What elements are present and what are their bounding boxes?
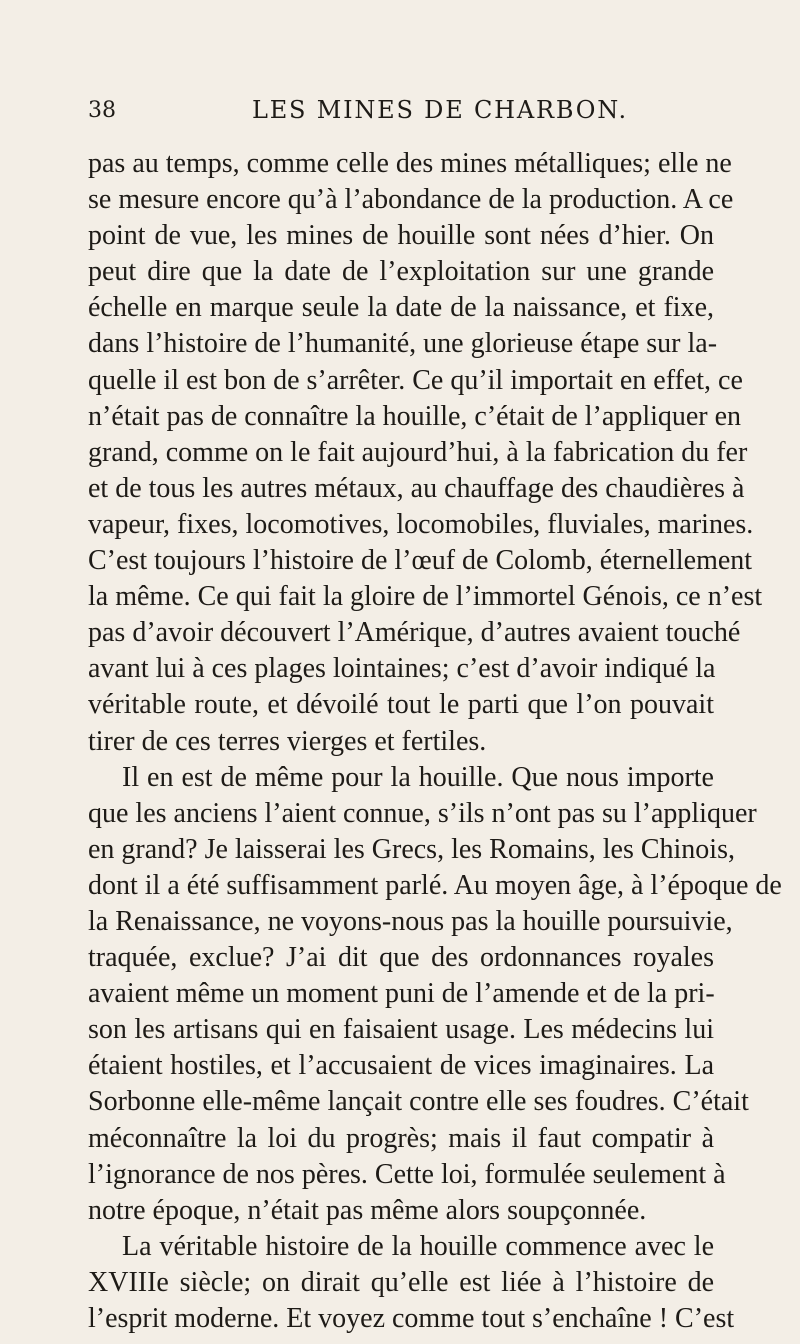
page-number: 38 <box>88 98 116 123</box>
text-line: point de vue, les mines de houille sont nées d’hier. On <box>88 220 714 252</box>
body-text <box>88 146 782 1337</box>
text-line: en grand? Je laisserai les Grecs, les Romains, les Chinois, <box>88 833 735 865</box>
text-line: et de tous les autres métaux, au chauffage des chaudières à <box>88 472 745 504</box>
paragraph-start-line: La véritable histoire de la houille commence avec le <box>122 1230 714 1262</box>
text-line: dont il a été suffisamment parlé. Au moyen âge, à l’époque de <box>88 869 782 901</box>
text-line: dans l’histoire de l’humanité, une glorieuse étape sur la- <box>88 328 718 360</box>
text-line: traquée, exclue? J’ai dit que des ordonnances royales <box>88 942 714 974</box>
text-line: l’ignorance de nos pères. Cette loi, formulée seulement à <box>88 1158 726 1190</box>
text-line: pas d’avoir découvert l’Amérique, d’autres avaient touché <box>88 617 741 649</box>
text-line: vapeur, fixes, locomotives, locomobiles, fluviales, marines. <box>88 508 754 540</box>
text-line: la Renaissance, ne voyons-nous pas la houille poursuivie, <box>88 905 733 937</box>
text-line: XVIIIe siècle; on dirait qu’elle est liée à l’histoire de <box>88 1266 714 1298</box>
paragraph-start-line: Il en est de même pour la houille. Que nous importe <box>122 761 714 793</box>
text-line: véritable route, et dévoilé tout le parti que l’on pouvait <box>88 689 714 721</box>
text-line: la même. Ce qui fait la gloire de l’immortel Génois, ce n’est <box>88 581 763 613</box>
text-line: que les anciens l’aient connue, s’ils n’ont pas su l’appliquer <box>88 797 757 829</box>
text-line: méconnaître la loi du progrès; mais il faut compatir à <box>88 1122 714 1154</box>
text-line: peut dire que la date de l’exploitation sur une grande <box>88 256 714 288</box>
text-line: notre époque, n’était pas même alors soupçonnée. <box>88 1194 647 1226</box>
text-line: grand, comme on le fait aujourd’hui, à la fabrication du fer <box>88 436 748 468</box>
text-line: se mesure encore qu’à l’abondance de la production. A ce <box>88 184 734 216</box>
text-line: échelle en marque seule la date de la naissance, et fixe, <box>88 292 714 324</box>
text-line: étaient hostiles, et l’accusaient de vices imaginaires. La <box>88 1050 714 1082</box>
text-line: avaient même un moment puni de l’amende et de la pri- <box>88 978 715 1010</box>
text-line: pas au temps, comme celle des mines métalliques; elle ne <box>88 148 732 179</box>
text-line: avant lui à ces plages lointaines; c’est d’avoir indiqué la <box>88 653 716 685</box>
page-header <box>88 92 714 132</box>
text-line: son les artisans qui en faisaient usage. Les médecins lui <box>88 1014 714 1046</box>
text-line: Sorbonne elle-même lançait contre elle ses foudres. C’était <box>88 1086 749 1118</box>
text-line: l’esprit moderne. Et voyez comme tout s’enchaîne ! C’est <box>88 1303 735 1334</box>
text-line: C’est toujours l’histoire de l’œuf de Colomb, éternellement <box>88 545 753 577</box>
running-head: LES MINES DE CHARBON. <box>252 96 628 124</box>
text-line: tirer de ces terres vierges et fertiles. <box>88 725 487 757</box>
text-line: n’était pas de connaître la houille, c’était de l’appliquer en <box>88 400 742 432</box>
text-line: quelle il est bon de s’arrêter. Ce qu’il importait en effet, ce <box>88 364 743 396</box>
